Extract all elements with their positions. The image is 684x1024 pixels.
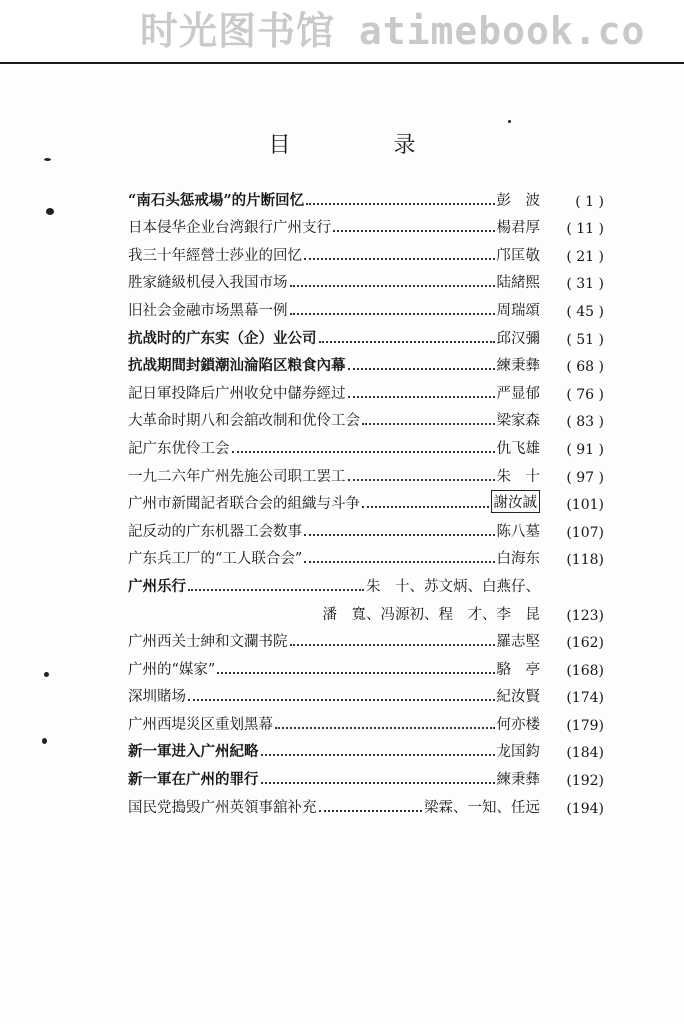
toc-entry-title: 記广东优伶工会 xyxy=(128,440,230,457)
toc-entry-author: 陆緒熙 xyxy=(496,275,540,292)
leader-dots xyxy=(304,533,495,536)
toc-entry[interactable] xyxy=(128,734,604,762)
toc-entry[interactable] xyxy=(128,568,604,596)
toc-entry-title: 深圳賭场 xyxy=(128,689,186,706)
toc-entry-title: “南石头惩戒場”的片断回忆 xyxy=(128,191,305,209)
toc-entry-title: 記日軍投降后广州收兌中儲券經过 xyxy=(128,385,346,402)
toc-entry-author: 龙国鈞 xyxy=(496,744,540,761)
toc-entry-continuation xyxy=(128,596,604,624)
leader-dots xyxy=(188,588,364,591)
leader-dots xyxy=(304,257,495,260)
leader-dots xyxy=(319,809,423,812)
toc-entry[interactable] xyxy=(128,651,604,679)
toc-entry-page: ( 21 ) xyxy=(566,248,604,265)
leader-dots xyxy=(290,312,495,315)
toc-entry[interactable] xyxy=(128,706,604,734)
leader-dots xyxy=(362,422,495,425)
toc-entry[interactable] xyxy=(128,541,604,569)
toc-entry[interactable] xyxy=(128,486,604,514)
leader-dots xyxy=(333,229,495,232)
leader-dots xyxy=(261,781,495,784)
leader-dots xyxy=(319,340,495,343)
toc-entry-page: ( 1 ) xyxy=(575,193,604,210)
leader-dots xyxy=(304,560,494,563)
toc-entry-title: 广州乐行 xyxy=(128,577,186,595)
header-divider xyxy=(0,62,684,64)
toc-entry-page: ( 31 ) xyxy=(566,276,604,293)
toc-entry-title: 抗战时的广东实（企）业公司 xyxy=(128,329,317,347)
toc-entry-author: 何亦楼 xyxy=(496,716,540,733)
toc-entry-page: ( 83 ) xyxy=(566,414,604,431)
leader-dots xyxy=(188,698,495,701)
toc-entry-page: ( 45 ) xyxy=(566,303,604,320)
toc-entry-page: (174) xyxy=(566,690,604,707)
toc-entry-author-line2: 潘 寬、冯源初、程 才、李 昆 xyxy=(322,606,540,623)
toc-entry-title: 大革命时期八和会舘改制和优伶工会 xyxy=(128,413,360,430)
toc-entry-author: 朱 十、苏文炳、白燕仔、 xyxy=(366,578,540,595)
toc-entry-title: 新一軍进入广州紀略 xyxy=(128,743,259,761)
leader-dots xyxy=(290,643,495,646)
toc-entry[interactable] xyxy=(128,182,604,210)
toc-entry[interactable] xyxy=(128,513,604,541)
leader-dots xyxy=(232,450,495,453)
leader-dots xyxy=(348,478,495,481)
toc-entry[interactable] xyxy=(128,789,604,817)
toc-entry-page: (194) xyxy=(566,800,604,817)
leader-dots xyxy=(306,202,494,205)
toc-entry[interactable] xyxy=(128,375,604,403)
leader-dots xyxy=(348,395,495,398)
leader-dots xyxy=(362,505,489,508)
scan-speck xyxy=(42,738,47,744)
toc-entry-author: 楊君厚 xyxy=(496,220,540,237)
toc-entry-page: ( 68 ) xyxy=(566,359,604,376)
toc-entry-page: (123) xyxy=(566,607,604,624)
toc-entry-page: ( 91 ) xyxy=(566,441,604,458)
toc-entry-page: (162) xyxy=(566,635,604,652)
toc-entry-author: 陈八墓 xyxy=(496,523,540,540)
toc-entry[interactable] xyxy=(128,458,604,486)
page-title: 目 录 xyxy=(268,133,464,158)
toc-entry[interactable] xyxy=(128,320,604,348)
toc-entry-author: 仇飞雄 xyxy=(496,440,540,457)
leader-dots xyxy=(217,671,494,674)
toc-entry-author: 彭 波 xyxy=(496,192,540,209)
toc-entry-page: ( 11 ) xyxy=(566,221,604,238)
toc-entry-title: 日本侵华企业台湾銀行广州支行 xyxy=(128,220,331,237)
toc-entry-title: 一九二六年广州先施公司职工罢工 xyxy=(128,468,346,485)
toc-entry-title: 国民党搗毁广州英領事舘补充 xyxy=(128,799,317,816)
toc-entry[interactable] xyxy=(128,761,604,789)
toc-entry-title: 我三十年經營士莎业的回忆 xyxy=(128,247,302,264)
watermark-text: 时光图书馆 atimebook.co xyxy=(140,9,646,53)
leader-dots xyxy=(290,284,495,287)
toc-entry-title: 抗战期間封鎖潮汕淪陷区粮食內幕 xyxy=(128,357,346,375)
toc-entry-page: (101) xyxy=(566,497,604,514)
toc-entry[interactable] xyxy=(128,237,604,265)
toc-entry[interactable] xyxy=(128,430,604,458)
toc-entry-title: 記反动的广东机器工会数事 xyxy=(128,523,302,540)
toc-entry-title: 旧社会金融市场黑幕一例 xyxy=(128,302,288,319)
toc-entry-author: 梁家森 xyxy=(496,413,540,430)
toc-entry-page: ( 51 ) xyxy=(566,331,604,348)
toc-entry-author: 严显郁 xyxy=(496,385,540,402)
scan-speck xyxy=(44,158,51,161)
leader-dots xyxy=(275,726,495,729)
toc-entry-author: 練秉彝 xyxy=(496,358,540,375)
toc-entry-page: (179) xyxy=(566,717,604,734)
toc-entry[interactable] xyxy=(128,210,604,238)
scan-speck xyxy=(44,672,49,677)
toc-entry-author: 駱 亭 xyxy=(496,661,540,678)
toc-entry-author: 紀汝賢 xyxy=(496,689,540,706)
toc-entry-author: 朱 十 xyxy=(496,468,540,485)
toc-entry-title: 胜家縫級机侵入我国市场 xyxy=(128,275,288,292)
toc-entry-page: ( 97 ) xyxy=(566,469,604,486)
toc-entry[interactable] xyxy=(128,403,604,431)
leader-dots xyxy=(348,367,495,370)
toc-entry-author: 周瑞頌 xyxy=(496,302,540,319)
watermark-banner xyxy=(0,0,684,62)
toc-entry-author: 梁霖、一知、任远 xyxy=(424,799,540,816)
toc-entry-title: 广州市新聞記者联合会的組織与斗争 xyxy=(128,496,360,513)
toc-entry-page: (118) xyxy=(566,552,604,569)
toc-entry-title: 新一軍在广州的罪行 xyxy=(128,771,259,789)
toc-entry[interactable] xyxy=(128,348,604,376)
toc-entry-author: 邱汉彌 xyxy=(496,330,540,347)
scan-speck xyxy=(508,120,511,123)
toc-entry-title: 广州的“媒家” xyxy=(128,661,216,678)
toc-entry[interactable] xyxy=(128,624,604,652)
toc-entry[interactable] xyxy=(128,679,604,707)
toc-entry-page: (168) xyxy=(566,662,604,679)
toc-entry[interactable] xyxy=(128,292,604,320)
toc-entry-page: (107) xyxy=(566,524,604,541)
toc-entry-author: 邝匡敬 xyxy=(496,247,540,264)
toc-entry[interactable] xyxy=(128,265,604,293)
leader-dots xyxy=(261,753,495,756)
toc-entry-author: 白海东 xyxy=(496,551,540,568)
toc-entry-author: 練秉彝 xyxy=(496,772,540,789)
toc-entry-title: 广州西堤災区重划黑幕 xyxy=(128,716,273,733)
toc-entry-author: 羅志堅 xyxy=(496,634,540,651)
toc-entry-page: (192) xyxy=(566,773,604,790)
toc-entry-author: 謝汝誠 xyxy=(491,490,541,513)
toc-entry-title: 广州西关士紳和文瀾书院 xyxy=(128,634,288,651)
toc-entry-page: (184) xyxy=(566,745,604,762)
toc-entry-page: ( 76 ) xyxy=(566,386,604,403)
toc-entry-title: 广东兵工厂的“工人联合会” xyxy=(128,551,303,568)
scan-speck xyxy=(46,208,54,215)
table-of-contents xyxy=(128,182,604,817)
